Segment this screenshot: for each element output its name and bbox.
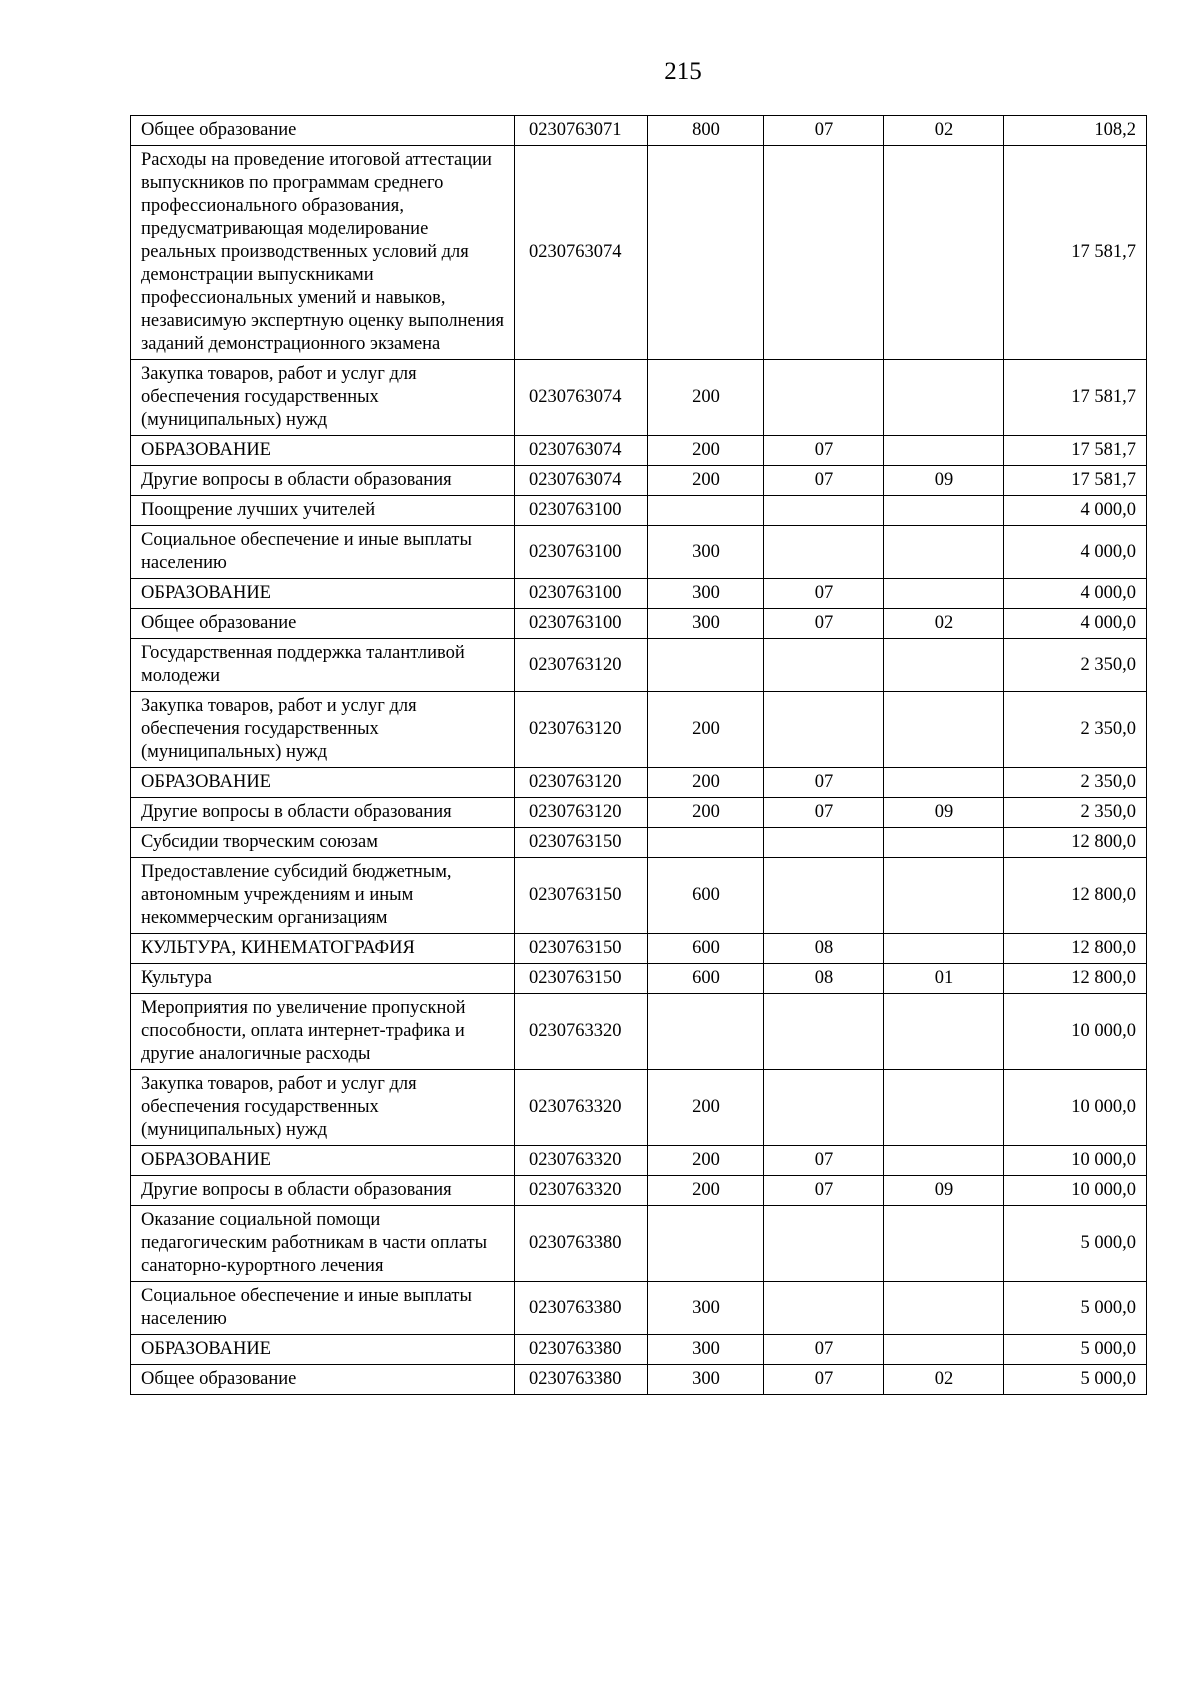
expense-name-cell: Другие вопросы в области образования xyxy=(131,1176,515,1206)
amount-cell: 12 800,0 xyxy=(1004,964,1147,994)
amount-cell: 12 800,0 xyxy=(1004,858,1147,934)
target-code-cell: 0230763120 xyxy=(515,639,648,692)
table-row xyxy=(131,436,1147,466)
section-cell xyxy=(764,639,884,692)
section-cell: 07 xyxy=(764,1176,884,1206)
expense-name-cell: Закупка товаров, работ и услуг для обеспечения государственных (муниципальных) нужд xyxy=(131,360,515,436)
subsection-cell xyxy=(884,1335,1004,1365)
subsection-cell: 02 xyxy=(884,116,1004,146)
target-code-cell: 0230763150 xyxy=(515,934,648,964)
section-cell: 08 xyxy=(764,964,884,994)
table-row xyxy=(131,692,1147,768)
target-code-cell: 0230763320 xyxy=(515,1176,648,1206)
table-row xyxy=(131,994,1147,1070)
expense-type-cell: 200 xyxy=(648,360,764,436)
target-code-cell: 0230763074 xyxy=(515,436,648,466)
expense-type-cell xyxy=(648,994,764,1070)
target-code-cell: 0230763100 xyxy=(515,496,648,526)
target-code-cell: 0230763100 xyxy=(515,609,648,639)
expense-type-cell: 300 xyxy=(648,1282,764,1335)
target-code-cell: 0230763380 xyxy=(515,1206,648,1282)
subsection-cell xyxy=(884,1070,1004,1146)
subsection-cell: 02 xyxy=(884,609,1004,639)
budget-table xyxy=(130,115,1147,1395)
expense-name-cell: Другие вопросы в области образования xyxy=(131,798,515,828)
table-row xyxy=(131,964,1147,994)
expense-name-cell: Мероприятия по увеличение пропускной способности, оплата интернет-трафика и другие аналогичные расходы xyxy=(131,994,515,1070)
table-row xyxy=(131,146,1147,360)
amount-cell: 12 800,0 xyxy=(1004,828,1147,858)
section-cell: 07 xyxy=(764,798,884,828)
section-cell: 07 xyxy=(764,768,884,798)
table-row xyxy=(131,579,1147,609)
section-cell xyxy=(764,1070,884,1146)
amount-cell: 17 581,7 xyxy=(1004,146,1147,360)
target-code-cell: 0230763074 xyxy=(515,466,648,496)
section-cell xyxy=(764,360,884,436)
target-code-cell: 0230763120 xyxy=(515,768,648,798)
subsection-cell xyxy=(884,692,1004,768)
expense-type-cell: 300 xyxy=(648,1335,764,1365)
table-row xyxy=(131,1070,1147,1146)
target-code-cell: 0230763380 xyxy=(515,1335,648,1365)
section-cell: 07 xyxy=(764,1335,884,1365)
table-row xyxy=(131,934,1147,964)
subsection-cell xyxy=(884,828,1004,858)
subsection-cell xyxy=(884,496,1004,526)
expense-name-cell: Поощрение лучших учителей xyxy=(131,496,515,526)
expense-name-cell: Общее образование xyxy=(131,1365,515,1395)
subsection-cell xyxy=(884,1146,1004,1176)
expense-type-cell xyxy=(648,828,764,858)
table-row xyxy=(131,1146,1147,1176)
table-row xyxy=(131,609,1147,639)
section-cell xyxy=(764,828,884,858)
section-cell xyxy=(764,526,884,579)
expense-type-cell: 300 xyxy=(648,579,764,609)
subsection-cell: 09 xyxy=(884,1176,1004,1206)
table-row xyxy=(131,858,1147,934)
expense-type-cell: 200 xyxy=(648,1146,764,1176)
subsection-cell xyxy=(884,994,1004,1070)
expense-type-cell xyxy=(648,496,764,526)
target-code-cell: 0230763150 xyxy=(515,964,648,994)
amount-cell: 108,2 xyxy=(1004,116,1147,146)
table-row xyxy=(131,768,1147,798)
amount-cell: 5 000,0 xyxy=(1004,1206,1147,1282)
target-code-cell: 0230763150 xyxy=(515,828,648,858)
expense-name-cell: ОБРАЗОВАНИЕ xyxy=(131,1146,515,1176)
expense-name-cell: Социальное обеспечение и иные выплаты населению xyxy=(131,1282,515,1335)
amount-cell: 4 000,0 xyxy=(1004,526,1147,579)
expense-type-cell: 200 xyxy=(648,436,764,466)
expense-name-cell: ОБРАЗОВАНИЕ xyxy=(131,768,515,798)
section-cell xyxy=(764,1206,884,1282)
amount-cell: 4 000,0 xyxy=(1004,609,1147,639)
subsection-cell xyxy=(884,934,1004,964)
budget-table-body xyxy=(131,116,1147,1395)
section-cell xyxy=(764,496,884,526)
expense-name-cell: Субсидии творческим союзам xyxy=(131,828,515,858)
amount-cell: 5 000,0 xyxy=(1004,1365,1147,1395)
page-number: 215 xyxy=(664,58,702,85)
target-code-cell: 0230763071 xyxy=(515,116,648,146)
expense-name-cell: Предоставление субсидий бюджетным, автономным учреждениям и иным некоммерческим организациям xyxy=(131,858,515,934)
expense-type-cell xyxy=(648,1206,764,1282)
subsection-cell xyxy=(884,768,1004,798)
section-cell xyxy=(764,1282,884,1335)
expense-type-cell: 200 xyxy=(648,1070,764,1146)
expense-name-cell: Социальное обеспечение и иные выплаты населению xyxy=(131,526,515,579)
amount-cell: 10 000,0 xyxy=(1004,994,1147,1070)
subsection-cell xyxy=(884,579,1004,609)
section-cell xyxy=(764,146,884,360)
target-code-cell: 0230763150 xyxy=(515,858,648,934)
expense-type-cell: 300 xyxy=(648,1365,764,1395)
subsection-cell: 02 xyxy=(884,1365,1004,1395)
subsection-cell: 01 xyxy=(884,964,1004,994)
amount-cell: 2 350,0 xyxy=(1004,639,1147,692)
subsection-cell xyxy=(884,1206,1004,1282)
expense-type-cell: 200 xyxy=(648,1176,764,1206)
target-code-cell: 0230763100 xyxy=(515,526,648,579)
amount-cell: 4 000,0 xyxy=(1004,579,1147,609)
expense-type-cell: 200 xyxy=(648,692,764,768)
amount-cell: 10 000,0 xyxy=(1004,1070,1147,1146)
table-row xyxy=(131,1206,1147,1282)
expense-name-cell: Культура xyxy=(131,964,515,994)
section-cell: 07 xyxy=(764,609,884,639)
expense-type-cell: 200 xyxy=(648,798,764,828)
amount-cell: 2 350,0 xyxy=(1004,692,1147,768)
amount-cell: 10 000,0 xyxy=(1004,1176,1147,1206)
table-row xyxy=(131,526,1147,579)
section-cell: 07 xyxy=(764,116,884,146)
target-code-cell: 0230763320 xyxy=(515,1146,648,1176)
expense-name-cell: Закупка товаров, работ и услуг для обеспечения государственных (муниципальных) нужд xyxy=(131,692,515,768)
table-row xyxy=(131,798,1147,828)
expense-type-cell: 200 xyxy=(648,768,764,798)
expense-type-cell xyxy=(648,146,764,360)
expense-type-cell: 300 xyxy=(648,609,764,639)
target-code-cell: 0230763380 xyxy=(515,1365,648,1395)
target-code-cell: 0230763380 xyxy=(515,1282,648,1335)
section-cell: 07 xyxy=(764,1146,884,1176)
subsection-cell xyxy=(884,1282,1004,1335)
section-cell xyxy=(764,692,884,768)
expense-type-cell: 600 xyxy=(648,934,764,964)
expense-name-cell: Общее образование xyxy=(131,116,515,146)
subsection-cell xyxy=(884,526,1004,579)
target-code-cell: 0230763074 xyxy=(515,360,648,436)
section-cell: 07 xyxy=(764,579,884,609)
table-row xyxy=(131,639,1147,692)
amount-cell: 5 000,0 xyxy=(1004,1335,1147,1365)
table-row xyxy=(131,116,1147,146)
expense-type-cell: 600 xyxy=(648,858,764,934)
expense-type-cell: 200 xyxy=(648,466,764,496)
table-row xyxy=(131,1176,1147,1206)
table-row xyxy=(131,496,1147,526)
subsection-cell xyxy=(884,858,1004,934)
target-code-cell: 0230763120 xyxy=(515,798,648,828)
expense-name-cell: Закупка товаров, работ и услуг для обеспечения государственных (муниципальных) нужд xyxy=(131,1070,515,1146)
amount-cell: 5 000,0 xyxy=(1004,1282,1147,1335)
target-code-cell: 0230763320 xyxy=(515,1070,648,1146)
expense-type-cell xyxy=(648,639,764,692)
subsection-cell: 09 xyxy=(884,798,1004,828)
table-row xyxy=(131,1365,1147,1395)
section-cell: 07 xyxy=(764,466,884,496)
target-code-cell: 0230763074 xyxy=(515,146,648,360)
amount-cell: 17 581,7 xyxy=(1004,466,1147,496)
amount-cell: 17 581,7 xyxy=(1004,360,1147,436)
expense-name-cell: Другие вопросы в области образования xyxy=(131,466,515,496)
target-code-cell: 0230763320 xyxy=(515,994,648,1070)
expense-type-cell: 800 xyxy=(648,116,764,146)
expense-type-cell: 600 xyxy=(648,964,764,994)
subsection-cell xyxy=(884,360,1004,436)
amount-cell: 17 581,7 xyxy=(1004,436,1147,466)
section-cell xyxy=(764,858,884,934)
table-row xyxy=(131,466,1147,496)
amount-cell: 2 350,0 xyxy=(1004,798,1147,828)
amount-cell: 10 000,0 xyxy=(1004,1146,1147,1176)
target-code-cell: 0230763120 xyxy=(515,692,648,768)
subsection-cell xyxy=(884,146,1004,360)
amount-cell: 2 350,0 xyxy=(1004,768,1147,798)
section-cell xyxy=(764,994,884,1070)
subsection-cell xyxy=(884,639,1004,692)
section-cell: 07 xyxy=(764,1365,884,1395)
expense-type-cell: 300 xyxy=(648,526,764,579)
expense-name-cell: Общее образование xyxy=(131,609,515,639)
table-row xyxy=(131,1335,1147,1365)
section-cell: 08 xyxy=(764,934,884,964)
subsection-cell: 09 xyxy=(884,466,1004,496)
expense-name-cell: Оказание социальной помощи педагогическим работникам в части оплаты санаторно-курортного лечения xyxy=(131,1206,515,1282)
table-row xyxy=(131,360,1147,436)
table-row xyxy=(131,1282,1147,1335)
expense-name-cell: ОБРАЗОВАНИЕ xyxy=(131,1335,515,1365)
table-row xyxy=(131,828,1147,858)
amount-cell: 4 000,0 xyxy=(1004,496,1147,526)
amount-cell: 12 800,0 xyxy=(1004,934,1147,964)
expense-name-cell: ОБРАЗОВАНИЕ xyxy=(131,436,515,466)
subsection-cell xyxy=(884,436,1004,466)
expense-name-cell: ОБРАЗОВАНИЕ xyxy=(131,579,515,609)
target-code-cell: 0230763100 xyxy=(515,579,648,609)
expense-name-cell: Государственная поддержка талантливой молодежи xyxy=(131,639,515,692)
expense-name-cell: Расходы на проведение итоговой аттестации выпускников по программам среднего профессионального образования, предусматривающая моделирование реальных производственных условий для демонстрации выпускниками профессиональных умений и навыков, независимую экспертную оценку выполнения заданий демонстрационного экзамена xyxy=(131,146,515,360)
expense-name-cell: КУЛЬТУРА, КИНЕМАТОГРАФИЯ xyxy=(131,934,515,964)
section-cell: 07 xyxy=(764,436,884,466)
